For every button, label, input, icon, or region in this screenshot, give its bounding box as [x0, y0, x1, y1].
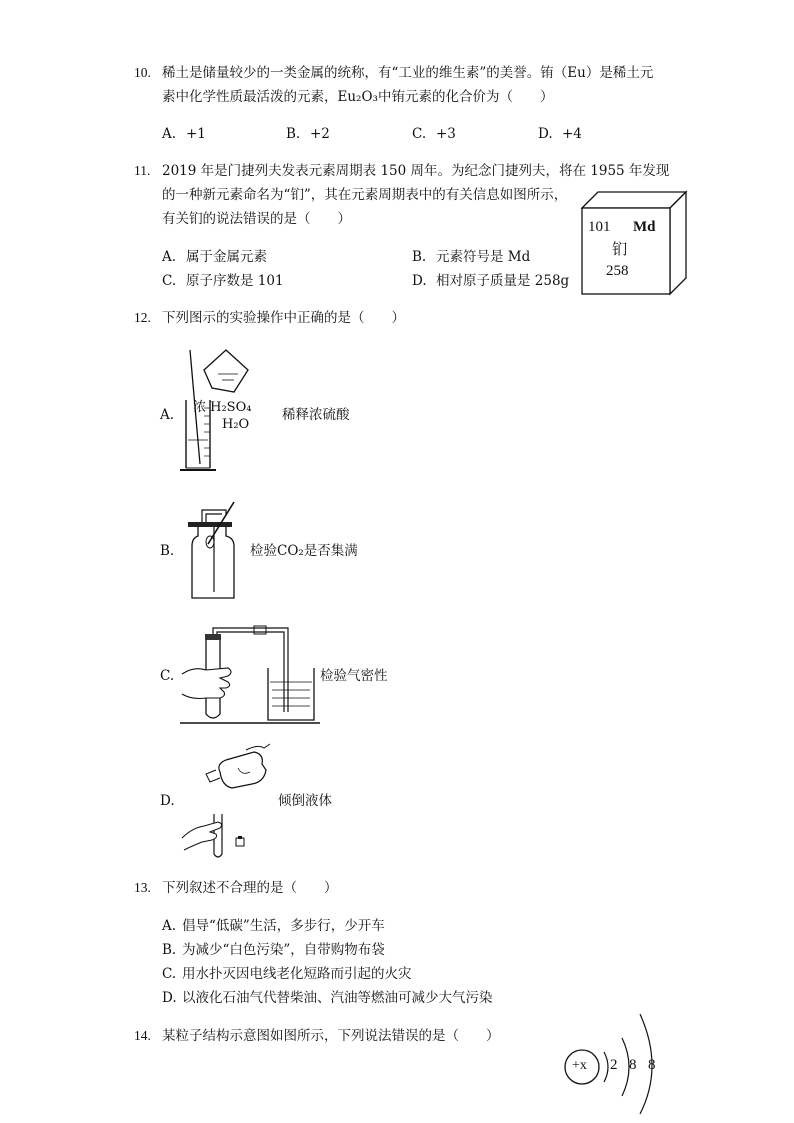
option-caption: 稀释浓硫酸 [282, 407, 350, 423]
question-stem-line: 稀土是储量较少的一类金属的统称，有“工业的维生素”的美誉。铕（Eu）是稀土元 [162, 65, 654, 81]
option-text: 属于金属元素 [186, 249, 267, 265]
gas-bottle-figure [186, 500, 246, 602]
figure-label: 浓 H₂SO₄ [193, 400, 252, 415]
option-letter: C. [162, 273, 177, 289]
question-stem-line: 某粒子结构示意图如图所示，下列说法错误的是（ ） [162, 1028, 500, 1044]
option-letter: B. [162, 942, 177, 958]
airtightness-figure [180, 620, 320, 726]
option-letter: B. [286, 126, 301, 142]
option-letter: A. [162, 126, 177, 142]
option-caption: 检验CO₂是否集满 [250, 543, 358, 559]
option-text: 用水扑灭因电线老化短路而引起的火灾 [182, 966, 412, 982]
question-number: 10. [134, 65, 151, 80]
question-stem-line: 2019 年是门捷列夫发表元素周期表 150 周年。为纪念门捷列夫，将在 1955 年发现 [162, 163, 670, 179]
option-letter: D. [538, 126, 553, 142]
question-number: 11. [134, 163, 151, 178]
option-caption: 倾倒液体 [278, 793, 332, 809]
element-name: 钔 [612, 240, 628, 258]
option-text: 元素符号是 Md [436, 249, 531, 265]
option-text: 原子序数是 101 [186, 273, 284, 289]
question-number: 13. [134, 880, 151, 895]
option-text: 相对原子质量是 258g [436, 273, 570, 289]
question-stem-line: 下列图示的实验操作中正确的是（ ） [162, 310, 405, 326]
option-text: 以液化石油气代替柴油、汽油等燃油可减少大气污染 [182, 990, 493, 1006]
question-number: 12. [134, 310, 151, 325]
option-letter: B. [160, 543, 175, 559]
option-text: 倡导“低碳”生活，多步行，少开车 [182, 918, 385, 934]
pouring-liquid-figure [180, 742, 272, 860]
option-letter: D. [160, 793, 175, 809]
element-info-box [576, 186, 688, 298]
shell-electrons: 8 [648, 1057, 656, 1073]
question-stem-line: 素中化学性质最活泼的元素，Eu₂O₃中铕元素的化合价为（ ） [162, 89, 554, 105]
atomic-number: 101 [588, 219, 611, 235]
shell-electrons: 8 [629, 1057, 637, 1073]
shell-electrons: 2 [610, 1057, 618, 1073]
option-letter: A. [162, 918, 177, 934]
option-text: +3 [436, 126, 456, 142]
option-letter: D. [162, 990, 177, 1006]
option-letter: A. [160, 407, 175, 423]
question-stem-line: 有关钔的说法错误的是（ ） [162, 211, 351, 227]
option-text: +1 [186, 126, 206, 142]
option-letter: D. [412, 273, 427, 289]
option-letter: C. [160, 668, 175, 684]
option-caption: 检验气密性 [320, 668, 388, 684]
option-text: +2 [310, 126, 330, 142]
question-stem-line: 的一种新元素命名为“钔”，其在元素周期表中的有关信息如图所示， [162, 187, 568, 203]
option-letter: A. [162, 249, 177, 265]
option-text: +4 [562, 126, 582, 142]
option-letter: B. [412, 249, 427, 265]
option-text: 为减少“白色污染”，自带购物布袋 [182, 942, 385, 958]
nucleus-charge: +x [572, 1058, 587, 1073]
option-letter: C. [412, 126, 427, 142]
atomic-mass: 258 [606, 263, 629, 279]
question-stem-line: 下列叙述不合理的是（ ） [162, 880, 338, 896]
option-letter: C. [162, 966, 177, 982]
figure-label: H₂O [222, 417, 250, 432]
element-symbol: Md [633, 219, 656, 235]
question-number: 14. [134, 1028, 151, 1043]
